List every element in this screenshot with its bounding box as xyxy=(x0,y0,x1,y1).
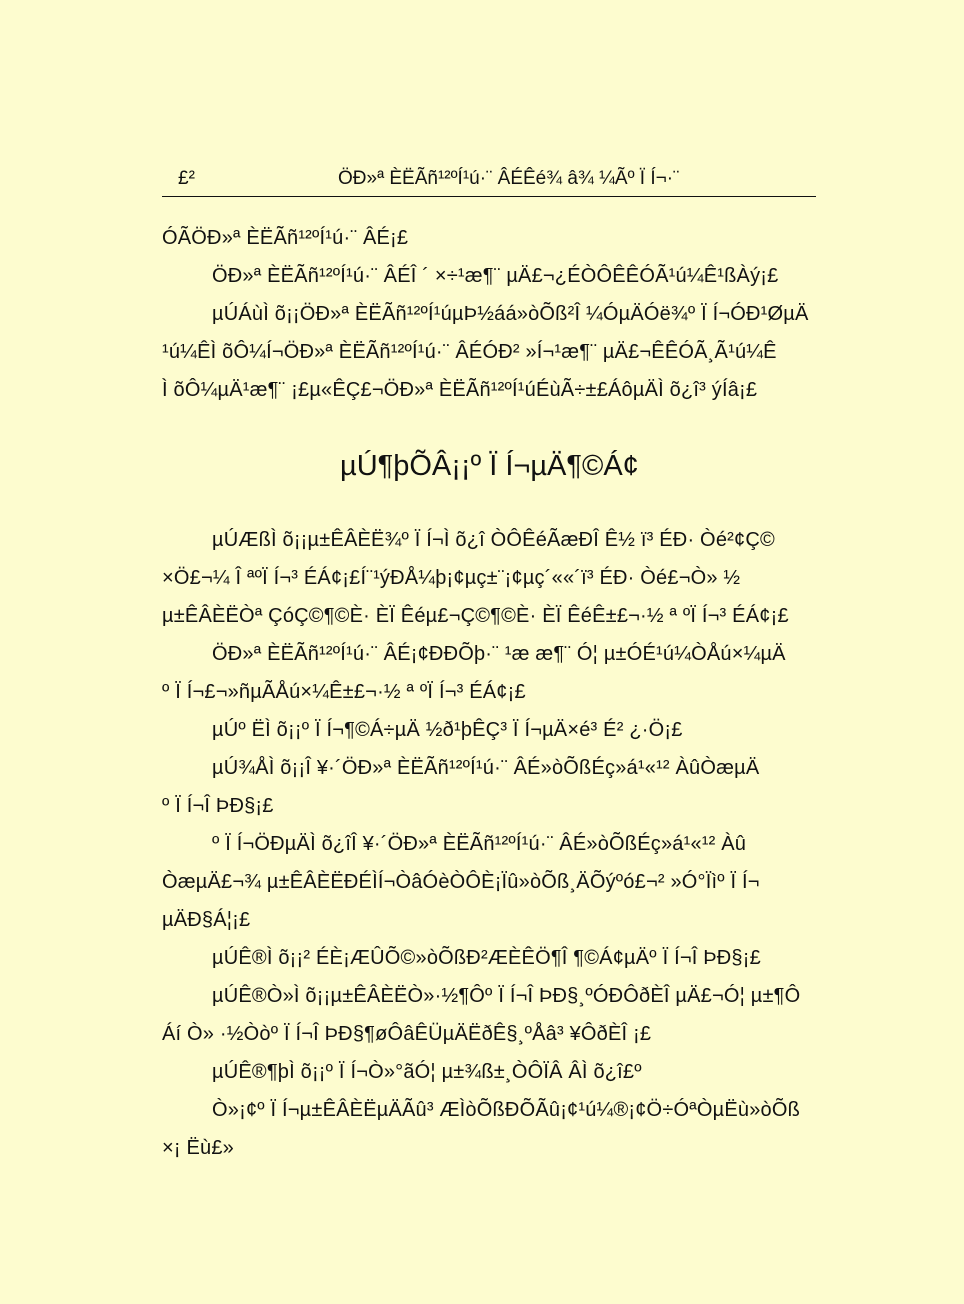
body-line: Áí Ò» ·½Òòº Ï Í¬Î ÞÐ§¶øÔâÊÜµÄËðÊ§¸ºÅâ³ ¥ÔðÈÎ ¡£ xyxy=(162,1023,652,1045)
body-line: Ì õÔ¼µÄ¹æ¶¨ ¡£µ«ÊÇ£¬ÖÐ»ª ÈËÃñ¹²ºÍ¹úÉùÃ÷±£ÁôµÄÌ õ¿î³ ýÍâ¡£ xyxy=(162,379,758,401)
body-line: µÚÁùÌ õ¡¡ÖÐ»ª ÈËÃñ¹²ºÍ¹úµÞ½áá»òÕß²Î ¼ÓµÄÓë¾º Ï Í¬ÓÐ¹ØµÄ xyxy=(212,303,809,325)
body-line: µÄÐ§Á¦¡£ xyxy=(162,909,251,931)
body-line: ×Ö£¬¼ Î ªºÏ Í¬³ ÉÁ¢¡£Í¨¹ýÐÅ¼þ¡¢µç±¨¡¢µç´««´ï³ ÉÐ· Òé£¬Ò» ½ xyxy=(162,567,741,589)
body-line: µÚ¾ÅÌ õ¡¡Î ¥·´ÖÐ»ª ÈËÃñ¹²ºÍ¹ú·¨ ÂÉ»òÕßÉç»á¹«¹² ÀûÒæµÄ xyxy=(212,757,760,779)
body-line: ÒæµÄ£¬¾ µ±ÊÂÈËÐÉÌÍ¬ÒâÓèÒÔÈ¡Ïû»òÕß¸ÄÕýºó£¬² »Ó°Ïìº Ï Í¬ xyxy=(162,871,760,893)
body-line: ¹ú¼ÊÌ õÔ¼Í¬ÖÐ»ª ÈËÃñ¹²ºÍ¹ú·¨ ÂÉÓÐ² »Í¬¹æ¶¨ µÄ£¬ÊÊÓÃ¸Ã¹ú¼Ê xyxy=(162,341,777,363)
body-line: ÖÐ»ª ÈËÃñ¹²ºÍ¹ú·¨ ÂÉÎ ´ ×÷¹æ¶¨ µÄ£¬¿ÉÒÔÊÊÓÃ¹ú¼Ê¹ßÀý¡£ xyxy=(212,265,779,287)
running-title: ÖÐ»ª ÈËÃñ¹²ºÍ¹ú·¨ ÂÉÊé¾ â¾ ¼Ãº Ï Í¬·¨ xyxy=(338,168,680,189)
body-line: µÚÊ®¶þÌ õ¡¡º Ï Í¬Ò»°ãÓ¦ µ±¾ß±¸ÒÔÏÂ ÂÌ õ¿î£º xyxy=(212,1061,642,1083)
section-heading: µÚ¶þÕÂ¡¡º Ï Í¬µÄ¶©Á¢ xyxy=(340,450,639,482)
header-rule xyxy=(162,196,816,197)
page-number: £² xyxy=(178,168,195,189)
body-line: º Ï Í¬£¬»ñµÃÅú×¼Ê±£¬·½ ª ºÏ Í¬³ ÉÁ¢¡£ xyxy=(162,681,526,703)
body-line: º Ï Í¬ÖÐµÄÌ õ¿îÎ ¥·´ÖÐ»ª ÈËÃñ¹²ºÍ¹ú·¨ ÂÉ»òÕßÉç»á¹«¹² Àû xyxy=(212,833,747,855)
body-line: ×¡ Ëù£» xyxy=(162,1137,235,1159)
body-line: µ±ÊÂÈËÒª ÇóÇ©¶©È· ÈÏ Êéµ£¬Ç©¶©È· ÈÏ ÊéÊ±£¬·½ ª ºÏ Í¬³ ÉÁ¢¡£ xyxy=(162,605,789,627)
body-line: µÚÊ®Ò»Ì õ¡¡µ±ÊÂÈËÒ»·½¶Ôº Ï Í¬Î ÞÐ§¸ºÓÐÔðÈÎ µÄ£¬Ó¦ µ±¶Ô xyxy=(212,985,801,1007)
body-line: Ò»¡¢º Ï Í¬µ±ÊÂÈËµÄÃû³ ÆÌòÕßÐÕÃû¡¢¹ú¼®¡¢Ö÷ÓªÒµËù»òÕß xyxy=(212,1099,801,1121)
body-line: ÓÃÖÐ»ª ÈËÃñ¹²ºÍ¹ú·¨ ÂÉ¡£ xyxy=(162,227,409,249)
body-line: µÚÆßÌ õ¡¡µ±ÊÂÈË¾º Ï Í¬Ì õ¿î ÒÔÊéÃæÐÎ Ê½ ï³ ÉÐ· Òé²¢Ç© xyxy=(212,529,775,551)
body-line: ÖÐ»ª ÈËÃñ¹²ºÍ¹ú·¨ ÂÉ¡¢ÐÐÕþ·¨ ¹æ æ¶¨ Ó¦ µ±ÓÉ¹ú¼ÒÅú×¼µÄ xyxy=(212,643,786,665)
running-header xyxy=(162,166,816,196)
body-line: º Ï Í¬Î ÞÐ§¡£ xyxy=(162,795,274,817)
body-line: µÚÊ®Ì õ¡¡² ÉÈ¡ÆÛÕ©»òÕßÐ²ÆÈÊÖ¶Î ¶©Á¢µÄº Ï Í¬Î ÞÐ§¡£ xyxy=(212,947,761,969)
body-line: µÚº ËÌ õ¡¡º Ï Í¬¶©Á÷µÄ ½ð¹þÊÇ³ Ï Í¬µÄ×é³ É² ¿·Ö¡£ xyxy=(212,719,683,741)
